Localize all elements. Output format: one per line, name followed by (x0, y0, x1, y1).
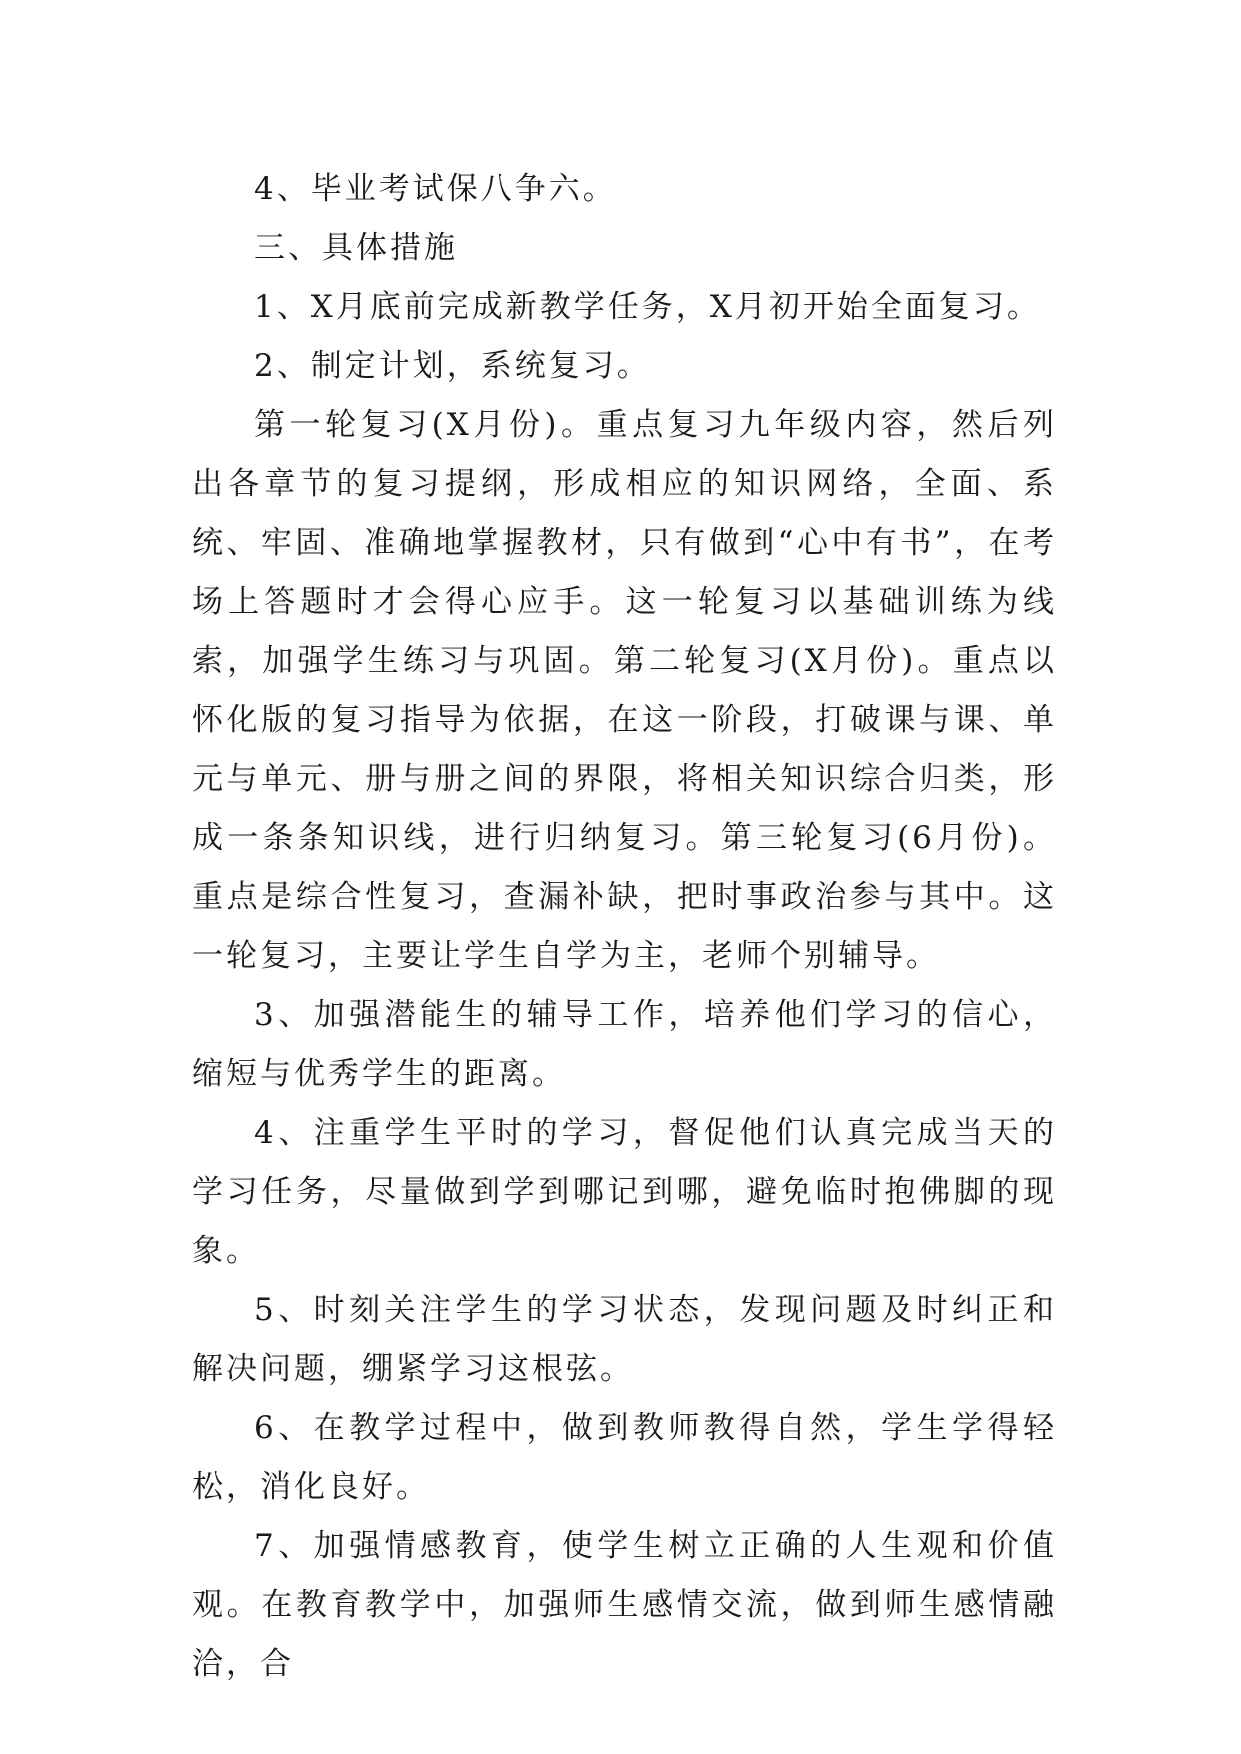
paragraph-measure-6: 6、在教学过程中，做到教师教得自然，学生学得轻松，消化良好。 (192, 1410, 1057, 1505)
paragraph-measure-1: 1、X月底前完成新教学任务，X月初开始全面复习。 (254, 289, 1041, 325)
paragraph-measure-3: 3、加强潜能生的辅导工作，培养他们学习的信心，缩短与优秀学生的距离。 (192, 997, 1057, 1092)
paragraph-measure-4: 4、注重学生平时的学习，督促他们认真完成当天的学习任务，尽量做到学到哪记到哪，避免临时抱佛脚的现象。 (192, 1115, 1057, 1269)
document-body (192, 160, 1057, 1694)
paragraph-graduation-goal: 4、毕业考试保八争六。 (254, 171, 617, 207)
paragraph-measure-2: 2、制定计划，系统复习。 (254, 348, 651, 384)
paragraph-measure-5: 5、时刻关注学生的学习状态，发现问题及时纠正和解决问题，绷紧学习这根弦。 (192, 1292, 1057, 1387)
paragraph-measure-7: 7、加强情感教育，使学生树立正确的人生观和价值观。在教育教学中，加强师生感情交流，做到师生感情融洽，合 (192, 1528, 1057, 1682)
paragraph-review-rounds: 第一轮复习(X月份)。重点复习九年级内容，然后列出各章节的复习提纲，形成相应的知识网络，全面、系统、牢固、准确地掌握教材，只有做到“心中有书”，在考场上答题时才会得心应手。这一轮复习以基础训练为线索，加强学生练习与巩固。第二轮复习(X月份)。重点以怀化版的复习指导为依据，在这一阶段，打破课与课、单元与单元、册与册之间的界限，将相关知识综合归类，形成一条条知识线，进行归纳复习。第三轮复习(6月份)。重点是综合性复习，查漏补缺，把时事政治参与其中。这一轮复习，主要让学生自学为主，老师个别辅导。 (192, 407, 1057, 974)
section-heading-measures: 三、具体措施 (254, 230, 458, 266)
